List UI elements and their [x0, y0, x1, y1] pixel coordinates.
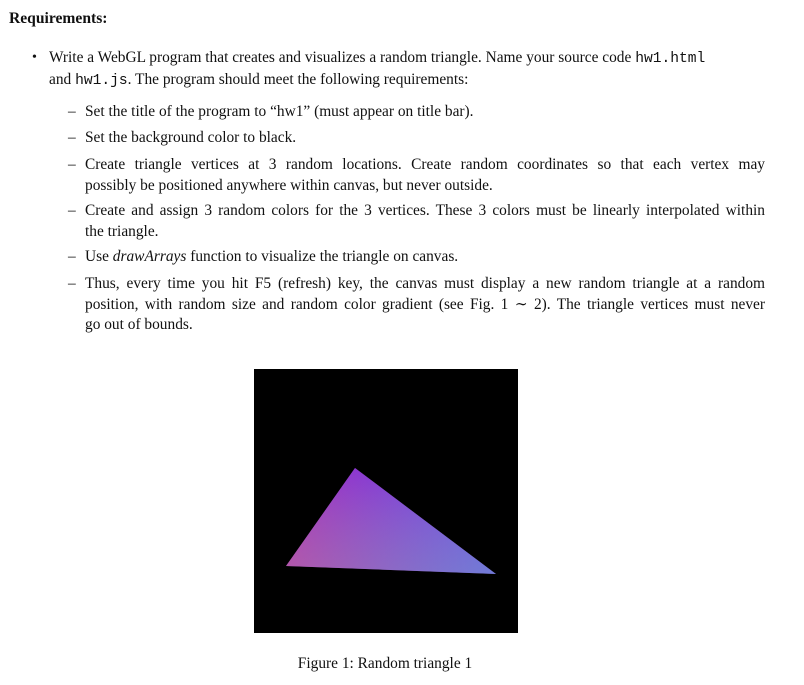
requirement-line: Create and assign 3 random colors for the 3 vertices. These 3 colors must be linearly interpolated within	[85, 202, 765, 219]
function-name-emphasis: drawArrays	[112, 248, 187, 265]
dash-marker: –	[68, 275, 76, 292]
main-bullet-text-part1: Write a WebGL program that creates and visualizes a random triangle. Name your source code	[49, 49, 636, 66]
requirement-line: the triangle.	[85, 222, 159, 240]
requirement-line: position, with random size and random color gradient (see Fig. 1 ∼ 2). The triangle vertices must never	[85, 295, 765, 313]
requirement-text	[85, 128, 765, 149]
requirement-line: go out of bounds.	[85, 316, 193, 333]
requirement-line: Set the title of the program to “hw1” (must appear on title bar).	[85, 103, 474, 120]
requirement-text	[85, 274, 765, 336]
requirement-line: possibly be positioned anywhere within canvas, but never outside.	[85, 176, 493, 194]
triangle-graphic	[254, 369, 518, 633]
requirement-prefix: Use	[85, 248, 113, 265]
requirement-line: Thus, every time you hit F5 (refresh) key, the canvas must display a new random triangle at a random	[85, 275, 765, 292]
requirement-line	[85, 247, 765, 268]
figure-caption	[0, 654, 770, 675]
code-filename-js: hw1.js	[75, 72, 128, 89]
dash-marker: –	[68, 156, 76, 173]
dash-marker: –	[68, 103, 76, 120]
requirement-line: Set the background color to black.	[85, 129, 297, 146]
triangle-gradient-layer	[286, 468, 496, 574]
requirement-text	[85, 102, 765, 123]
requirement-suffix: function to visualize the triangle on canvas.	[186, 248, 459, 265]
bullet-marker: •	[32, 50, 37, 65]
requirement-text	[85, 155, 765, 196]
main-bullet-text	[49, 48, 769, 91]
figure-canvas	[254, 369, 518, 633]
main-bullet-text-part3: . The program should meet the following requirements:	[127, 70, 469, 88]
code-filename-html: hw1.html	[635, 51, 706, 67]
dash-marker: –	[68, 248, 76, 265]
requirements-heading: Requirements:	[9, 10, 108, 27]
requirement-line: Create triangle vertices at 3 random locations. Create random coordinates so that each vertex may	[85, 156, 765, 173]
dash-marker: –	[68, 129, 76, 146]
main-bullet-text-part2: and	[49, 70, 76, 88]
dash-marker: –	[68, 202, 76, 219]
requirement-text	[85, 201, 765, 242]
figure-caption-text: Figure 1: Random triangle 1	[297, 655, 473, 672]
requirement-text	[85, 247, 765, 268]
